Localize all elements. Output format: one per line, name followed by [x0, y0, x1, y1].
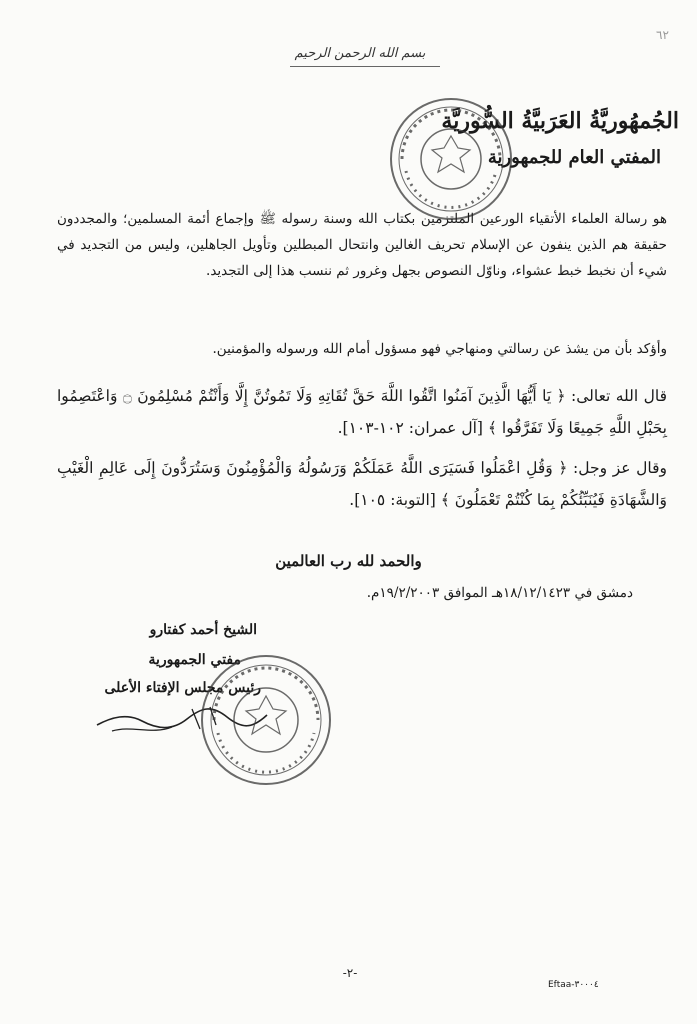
signatory-role: رئيس مجلس الإفتاء الأعلى — [104, 680, 261, 696]
body-paragraph-2: وأؤكد بأن من يشذ عن رسالتي ومنهاجي فهو مسؤول أمام الله ورسوله والمؤمنين. — [212, 341, 667, 357]
corner-note: ٦٢ — [656, 28, 669, 42]
official-seal-top — [388, 96, 514, 222]
body-paragraph-1: هو رسالة العلماء الأتقياء الورعين الملتزمين بكتاب الله وسنة رسوله ﷺ وإجماع أئمة المسلمين؛ والمجددون حقيقة هم الذين ينفون عن الإسلام تحريف الغالين وانتحال المبطلين وتأويل الجاهلين، وليس من التجديد في شيء أن نخبط خبط عشواء، وناوّل النصوص بجهل وغرور ثم ننسب هذا إلى التجديد. — [57, 211, 667, 279]
closing-line: والحمد لله رب العالمين — [275, 552, 422, 570]
official-seal-bottom — [199, 653, 333, 787]
office-heading: المفتي العام للجمهورية — [487, 147, 661, 168]
quran-quote-1: قال الله تعالى: ﴿ يَا أَيُّهَا الَّذِينَ آمَنُوا اتَّقُوا اللَّهَ حَقَّ تُقَاتِهِ وَلَا تَمُوتُنَّ إِلَّا وَأَنْتُمْ مُسْلِمُونَ ۝ وَاعْتَصِمُوا بِحَبْلِ اللَّهِ جَمِيعًا وَلَا تَفَرَّقُوا ﴾ [آل عمران: ١٠٢-١٠٣]. — [57, 387, 667, 437]
page-number: -٢- — [342, 966, 358, 980]
basmala-underline — [290, 66, 440, 67]
basmala: بسم الله الرحمن الرحيم — [294, 46, 426, 61]
signatory-title: مفتي الجمهورية — [148, 652, 241, 668]
country-heading: الجُمهُوريَّةُ العَرَبيَّةُ السُّوريَّة — [441, 108, 679, 134]
signatory-name: الشيخ أحمد كفتارو — [149, 622, 257, 638]
dateline: دمشق في ١٨/١٢/١٤٢٣هـ الموافق ١٩/٢/٢٠٠٣م. — [366, 585, 633, 601]
document-reference: Eftaa-٣٠٠٠٤ — [548, 980, 599, 990]
quran-quote-2: وقال عز وجل: ﴿ وَقُلِ اعْمَلُوا فَسَيَرَى اللَّهُ عَمَلَكُمْ وَرَسُولُهُ وَالْمُؤْمِنُونَ وَسَتُرَدُّونَ إِلَى عَالِمِ الْغَيْبِ وَالشَّهَادَةِ فَيُنَبِّئُكُمْ بِمَا كُنْتُمْ تَعْمَلُونَ ﴾ [التوبة: ١٠٥]. — [57, 459, 667, 509]
